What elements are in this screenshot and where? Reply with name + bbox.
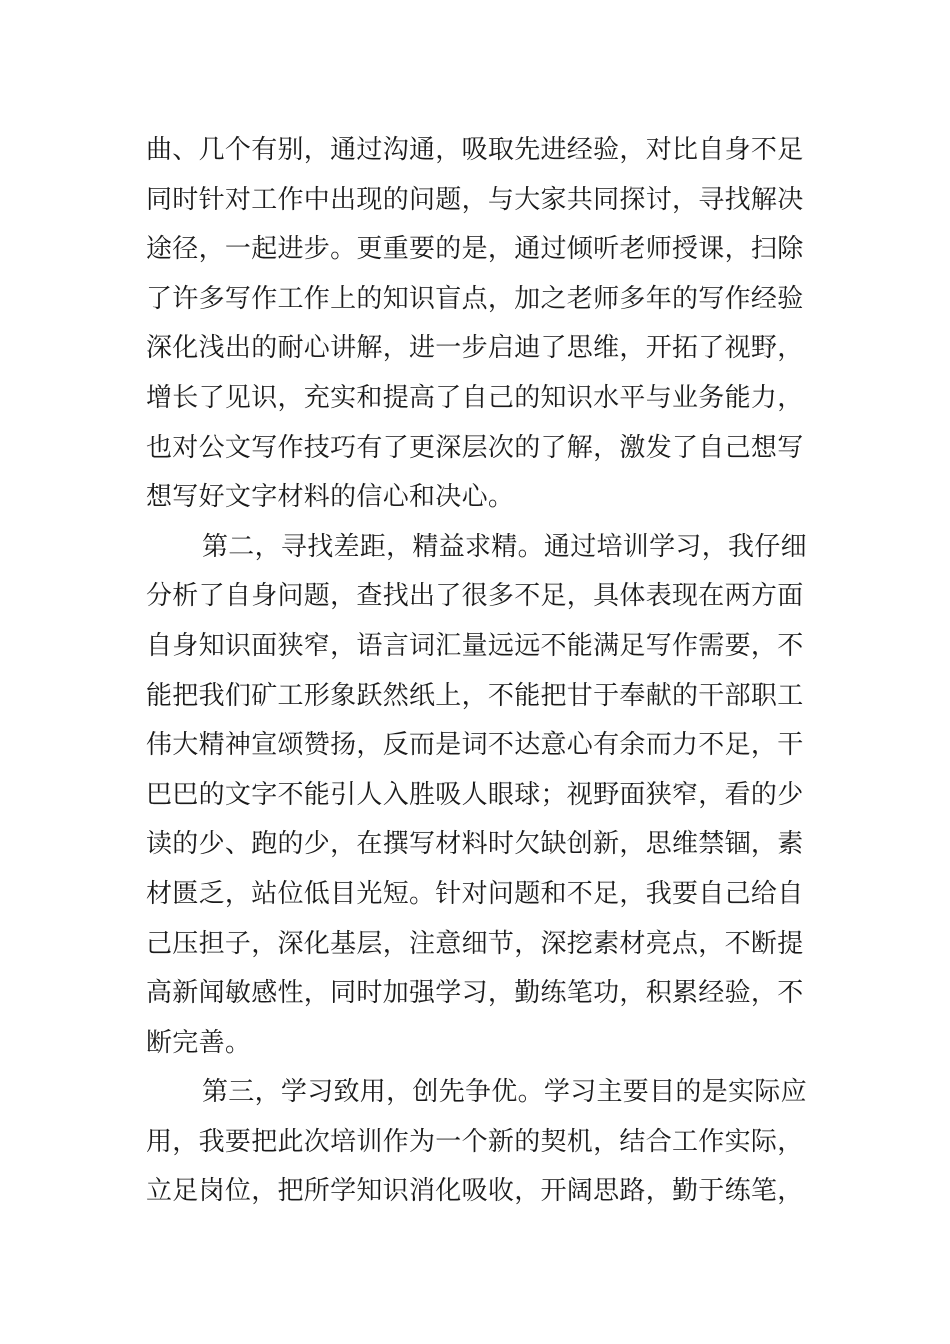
text-line: 曲、几个有别，通过沟通，吸取先进经验，对比自身不足 [146,135,804,165]
text-line: 同时针对工作中出现的问题，与大家共同探讨，寻找解决 [146,184,804,215]
paragraph-start-line: 第三，学习致用，创先争优。学习主要目的是实际应 [202,1077,807,1108]
text-line: 己压担子，深化基层，注意细节，深挖素材亮点，不断提 [146,928,804,959]
text-line: 材匮乏，站位低目光短。针对问题和不足，我要自己给自 [146,878,804,909]
text-line: 巴巴的文字不能引人入胜吸人眼球；视野面狭窄，看的少 [146,779,804,810]
text-line: 深化浅出的耐心讲解，进一步启迪了思维，开拓了视野， [146,333,804,364]
text-line: 高新闻敏感性，同时加强学习，勤练笔功，积累经验，不 [146,978,804,1009]
text-line: 分析了自身问题，查找出了很多不足，具体表现在两方面 [146,581,804,612]
text-line: 了许多写作工作上的知识盲点，加之老师多年的写作经验 [146,283,804,314]
text-line: 自身知识面狭窄，语言词汇量远远不能满足写作需要，不 [146,630,804,661]
paragraph-start-line: 第二，寻找差距，精益求精。通过培训学习，我仔细 [202,531,807,562]
text-line: 能把我们矿工形象跃然纸上，不能把甘于奉献的干部职工 [146,680,804,711]
text-line: 断完善。 [146,1027,252,1058]
body-text [146,126,808,1217]
text-line: 也对公文写作技巧有了更深层次的了解，激发了自己想写 [146,432,804,463]
text-line: 读的少、跑的少，在撰写材料时欠缺创新，思维禁锢，素 [146,829,804,860]
text-line: 立足岗位，把所学知识消化吸收，开阔思路，勤于练笔， [146,1176,804,1207]
text-line: 想写好文字材料的信心和决心。 [146,482,515,513]
text-line: 增长了见识，充实和提高了自己的知识水平与业务能力， [146,382,804,413]
text-line: 伟大精神宣颂赞扬，反而是词不达意心有余而力不足，干 [146,730,804,761]
text-line: 途径，一起进步。更重要的是，通过倾听老师授课，扫除 [146,234,804,265]
text-line: 用，我要把此次培训作为一个新的契机，结合工作实际， [146,1126,804,1157]
